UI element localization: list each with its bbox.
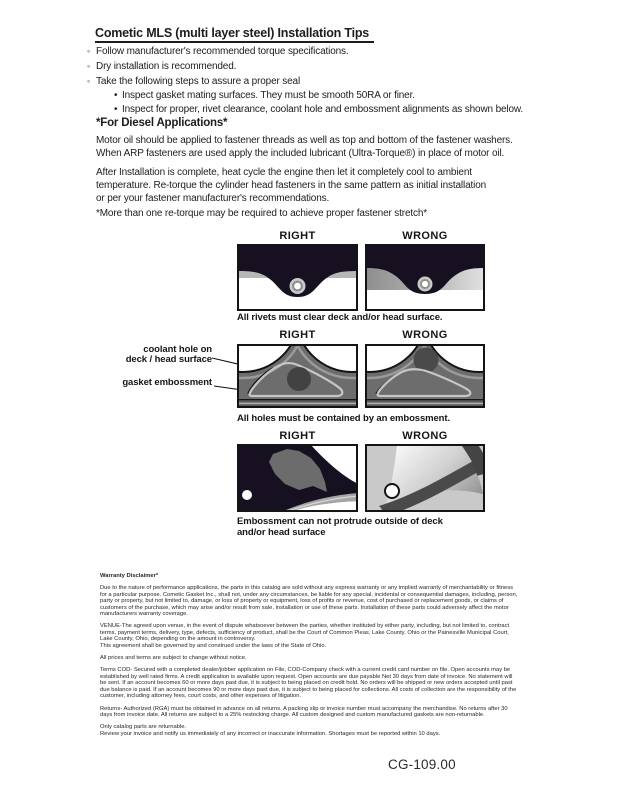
diesel-paragraph-2 [96, 167, 556, 205]
warranty-heading: Warranty Disclaimer* [100, 573, 159, 579]
open-bullet-icon: ◦ [87, 46, 91, 56]
warranty-paragraph: Only catalog parts are returnable. [100, 724, 187, 731]
warranty-paragraph: Terms COD- Secured with a completed dealer/jobber application on File, COD-Company check with a current credit card number on file. Open accounts may be established by well rated firms. A credit application is available upon request. Open accounts are due payable Net 30 days from date of invoice. No statement will be sent. If an account becomes 60 or more days past due, it is subject to being placed on credit hold. No orders will be shipped or new orders accepted until past due balance is paid. If an account becomes 90 or more days past due, it is subject to being placed for collections. All costs of collection are the responsibility of the customer, including attorney fees, court costs, and other expenses of litigation. [100, 667, 517, 700]
paragraph-line: When ARP fasteners are used apply the included lubricant (Ultra-Torque®) in place of motor oil. [96, 147, 505, 159]
warranty-paragraph: Review your invoice and notify us immediately of any incorrect or inaccurate information. Shortages must be reported within 10 days. [100, 730, 441, 737]
diagram-embossment-right-image [237, 344, 358, 408]
wrong-label-row1: WRONG [402, 230, 448, 242]
diagram-rivet-right-image [237, 244, 358, 311]
list-item [87, 59, 547, 74]
wrong-label-row3: WRONG [402, 430, 448, 442]
gasket-embossment-label: gasket embossment [122, 377, 212, 388]
paragraph-line: or per your fastener manufacturer's recommendations. [96, 192, 330, 204]
row2-caption: All holes must be contained by an embossment. [237, 413, 450, 424]
paragraph-line: temperature. Re-torque the cylinder head fasteners in the same pattern as initial installation [96, 179, 487, 191]
warranty-paragraph: This agreement shall be governed by and construed under the laws of the State of Ohio. [100, 642, 327, 649]
diagram-rivet-wrong-image [365, 244, 485, 311]
coolant-hole-label: coolant hole on deck / head surface [125, 344, 212, 365]
diagram-protrude-right-image [237, 444, 358, 512]
filled-bullet-icon: • [114, 90, 118, 101]
right-label-row3: RIGHT [279, 430, 316, 442]
warranty-paragraph: VENUE-The agreed upon venue, in the event of dispute whatsoever between the parties, whether instituted by either party, including, but not limited to, contract terms, payment terms, delivery, type, defects, sufficiency of product, shall be the Court of Common Pleas, Lake County, Ohio or the Painesville Municipal Court, Lake County, Ohio, depending on the amount in controversy. [100, 623, 510, 643]
list-item [87, 44, 547, 59]
open-bullet-icon: ◦ [87, 76, 91, 86]
diesel-section-heading: *For Diesel Applications* [96, 117, 228, 129]
document-number: CG-109.00 [388, 757, 456, 772]
diagram-protrude-wrong-image [365, 444, 485, 512]
right-label-row2: RIGHT [279, 329, 316, 341]
paragraph-line: After Installation is complete, heat cycle the engine then let it completely cool to ambient [96, 167, 472, 178]
retorque-note: *More than one re-torque may be required to achieve proper fastener stretch* [96, 208, 428, 219]
wrong-label-row2: WRONG [402, 329, 448, 341]
warranty-paragraph: All prices and terms are subject to change without notice. [100, 655, 247, 662]
list-item [114, 103, 547, 117]
tip-text: Follow manufacturer's recommended torque specifications. [96, 46, 349, 57]
open-bullet-icon: ◦ [87, 61, 91, 71]
diesel-paragraph-1 [96, 135, 556, 161]
tip-text: Inspect gasket mating surfaces. They must be smooth 50RA or finer. [122, 90, 415, 101]
list-item [114, 89, 547, 103]
warranty-paragraph: Due to the nature of performance applications, the parts in this catalog are sold without any express warranty or any implied warranty of merchantability or fitness for a particular purpose. Cometic Gasket Inc., shall not, under any circumstances, be liable for any special, incidental or consequential damages, including, person, party or property, but not limited to, damage, or loss of property or equipment, loss of profits or revenue, cost of purchased or replacement goods, or claims of customers of the purchase, which may arise and/or result from sale, installation or use of these parts. Installation of these parts could adversely affect the motor manufacturers warranty coverage. [100, 585, 518, 618]
diagram-embossment-wrong-image [365, 344, 485, 408]
right-label-row1: RIGHT [279, 230, 316, 242]
tip-text: Take the following steps to assure a proper seal [96, 76, 301, 87]
warranty-paragraph: Returns- Authorized (RGA) must be obtained in advance on all returns. A packing slip or invoice number must accompany the merchandise. No returns after 30 days from invoice date. All returns are subject to a 25% restocking charge. All custom designed and custom manufactured gaskets are non-returnable. [100, 705, 508, 718]
row3-caption: Embossment can not protrude outside of deck and/or head surface [237, 516, 443, 538]
list-item [87, 74, 547, 89]
tip-text: Dry installation is recommended. [96, 61, 237, 72]
page-title: Cometic MLS (multi layer steel) Installation Tips [95, 26, 374, 43]
row1-caption: All rivets must clear deck and/or head surface. [237, 312, 443, 323]
tip-text: Inspect for proper, rivet clearance, coolant hole and embossment alignments as shown below. [122, 104, 524, 115]
filled-bullet-icon: • [114, 104, 118, 115]
installation-tips-list [87, 44, 547, 117]
paragraph-line: Motor oil should be applied to fastener threads as well as top and bottom of the fastener washers. [96, 135, 513, 146]
warranty-disclaimer [100, 573, 520, 743]
